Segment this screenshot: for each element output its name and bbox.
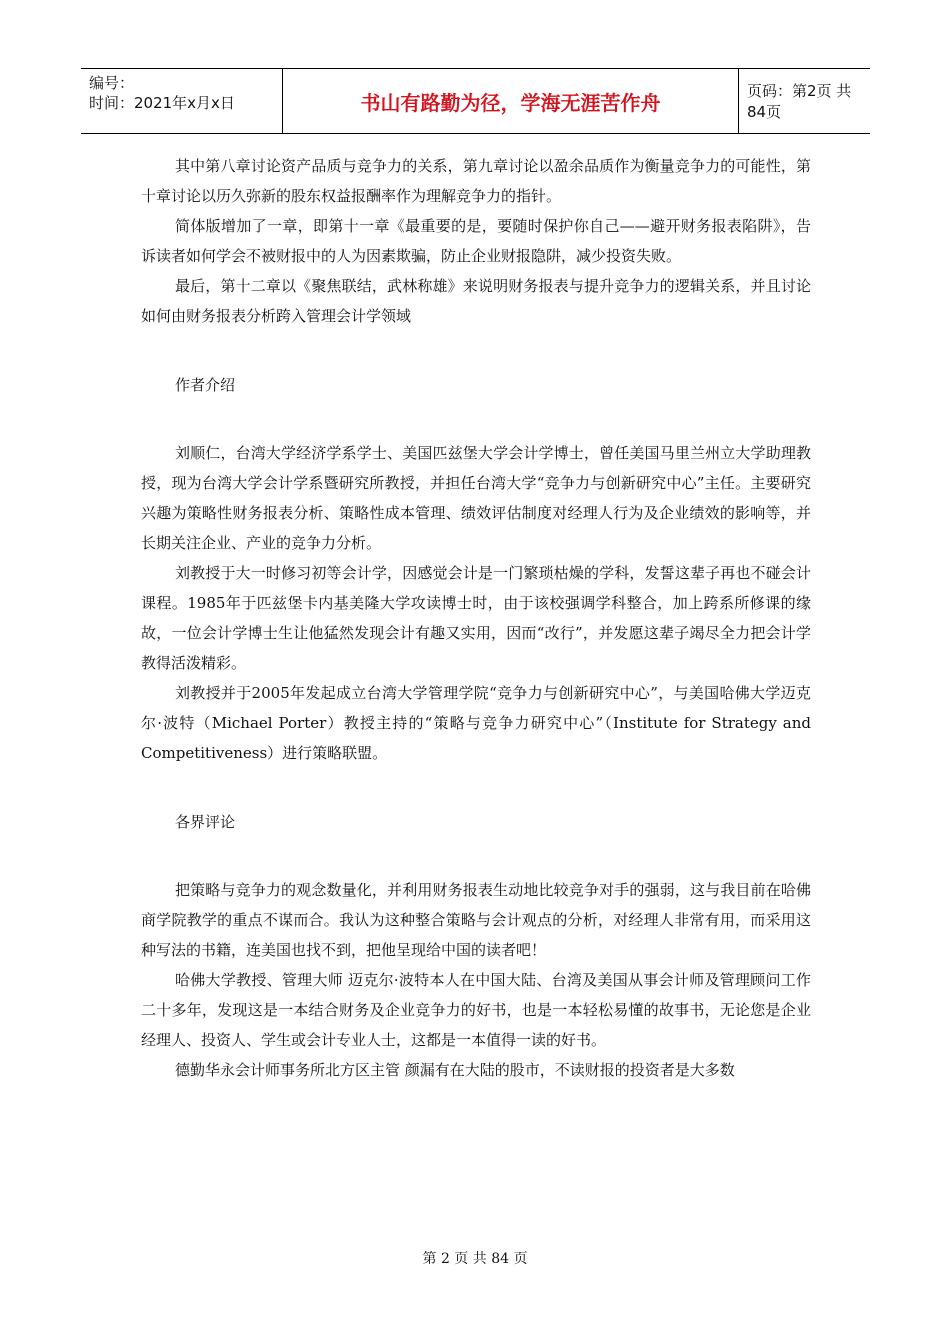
paragraph: 其中第八章讨论资产品质与竞争力的关系，第九章讨论以盈余品质作为衡量竞争力的可能性，第十章讨论以历久弥新的股东权益报酬率作为理解竞争力的指针。 xyxy=(141,157,811,205)
header-meta-cell xyxy=(81,69,283,133)
paragraph: 把策略与竞争力的观念数量化，并利用财务报表生动地比较竞争对手的强弱，这与我目前在哈佛商学院教学的重点不谋而合。我认为这种整合策略与会计观点的分析，对经理人非常有用，而采用这种写法的书籍，连美国也找不到，把他呈现给中国的读者吧！ xyxy=(141,881,811,959)
section-heading-author: 作者介绍 xyxy=(175,376,236,394)
document-number-label: 编号： xyxy=(89,74,135,92)
paragraph: 刘教授于大一时修习初等会计学，因感觉会计是一门繁琐枯燥的学科，发誓这辈子再也不碰会计课程。1985年于匹兹堡卡内基美隆大学攻读博士时，由于该校强调学科整合，加上跨系所修课的缘故，一位会计学博士生让他猛然发现会计有趣又实用，因而“改行”，并发愿这辈子竭尽全力把会计学教得活泼精彩。 xyxy=(141,564,811,672)
paragraph: 刘顺仁，台湾大学经济学系学士、美国匹兹堡大学会计学博士，曾任美国马里兰州立大学助理教授，现为台湾大学会计学系暨研究所教授，并担任台湾大学“竞争力与创新研究中心”主任。主要研究兴趣为策略性财务报表分析、策略性成本管理、绩效评估制度对经理人行为及企业绩效的影响等，并长期关注企业、产业的竞争力分析。 xyxy=(141,444,811,552)
document-body xyxy=(141,151,811,1085)
paragraph: 德勤华永会计师事务所北方区主管 颜漏有在大陆的股市，不读财报的投资者是大多数 xyxy=(175,1061,735,1079)
paragraph: 简体版增加了一章，即第十一章《最重要的是，要随时保护你自己——避开财务报表陷阱》，告诉读者如何学会不被财报中的人为因素欺骗，防止企业财报隐阱，减少投资失败。 xyxy=(141,217,811,265)
page-footer: 第 2 页 共 84 页 xyxy=(422,1251,528,1267)
section-heading-reviews: 各界评论 xyxy=(175,813,236,831)
paragraph: 哈佛大学教授、管理大师 迈克尔·波特本人在中国大陆、台湾及美国从事会计师及管理顾问工作二十多年，发现这是一本结合财务及企业竞争力的好书，也是一本轻松易懂的故事书，无论您是企业经理人、投资人、学生或会计专业人士，这都是一本值得一读的好书。 xyxy=(141,971,811,1049)
page-header xyxy=(81,68,870,134)
document-date-label: 时间：2021年x月x日 xyxy=(89,94,235,112)
paragraph: 最后，第十二章以《聚焦联结，武林称雄》来说明财务报表与提升竞争力的逻辑关系，并且讨论如何由财务报表分析跨入管理会计学领域 xyxy=(141,277,811,325)
paragraph: 刘教授并于2005年发起成立台湾大学管理学院“竞争力与创新研究中心”，与美国哈佛大学迈克尔·波特（Michael Porter）教授主持的“策略与竞争力研究中心”（Institute for Strategy and Competitiveness）进行策略联盟。 xyxy=(141,684,811,762)
header-page-number: 页码：第2页 共84页 xyxy=(747,82,852,121)
header-motto: 书山有路勤为径，学海无涯苦作舟 xyxy=(283,69,739,133)
